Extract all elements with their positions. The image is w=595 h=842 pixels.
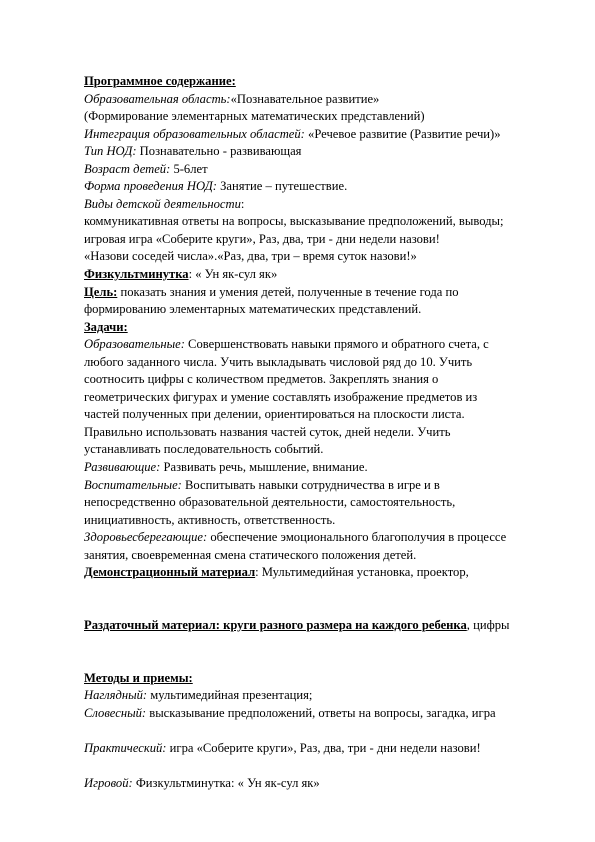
field-value: Познавательно - развивающая — [136, 144, 302, 159]
field-value: коммуникативная ответы на вопросы, высказывание предположений, выводы; — [84, 214, 504, 229]
field-value: (Формирование элементарных математических представлений) — [84, 109, 425, 124]
demo-value: : Мультимедийная установка, проектор, — [255, 565, 469, 580]
task-line — [84, 512, 554, 530]
task-text: инициативность, активность, ответственность. — [84, 512, 336, 527]
method-label: Игровой: — [84, 775, 133, 790]
task-text: занятия, своевременная смена статического положения детей. — [84, 547, 417, 562]
field-value: : — [240, 196, 245, 211]
task-line — [84, 441, 554, 459]
field-label: Форма проведения НОД: — [84, 179, 217, 194]
method-label: Словесный: — [84, 705, 147, 720]
method-line — [84, 740, 554, 758]
goal-line-2 — [84, 301, 554, 319]
field-label: Тип НОД: — [84, 144, 137, 159]
task-text: непосредственно образовательной деятельности, самостоятельность, — [84, 495, 456, 510]
field-value: «Познавательное развитие» — [230, 91, 380, 106]
task-label: Воспитательные: — [84, 477, 182, 492]
task-text: соотносить цифры с количеством предметов. Закреплять знания о — [84, 372, 439, 387]
field-value: 5-6лет — [170, 161, 208, 176]
text-line — [84, 91, 554, 109]
demo-label: Демонстрационный материал — [84, 565, 256, 580]
goal-label: Цель: — [84, 284, 118, 299]
task-line — [84, 459, 554, 477]
tasks-heading-text: Задачи: — [84, 319, 128, 334]
handout-label: Раздаточный материал: круги разного размера на каждого ребенка — [84, 617, 467, 632]
text-line — [84, 143, 554, 161]
text-line — [84, 248, 554, 266]
document-content — [84, 73, 554, 792]
method-line — [84, 687, 554, 705]
demo-line — [84, 599, 554, 617]
field-value: «Назови соседей числа».«Раз, два, три – время суток назови!» — [84, 249, 417, 264]
method-line — [84, 705, 554, 723]
heading-program-text: Программное содержание: — [84, 74, 236, 88]
task-text: любого заданного числа. Учить выкладывать числовой ряд до 10. Учить — [84, 354, 473, 369]
method-text: Физкультминутка: « Ун як-сул як» — [132, 775, 320, 790]
task-label: Развивающие: — [84, 460, 161, 475]
task-line — [84, 424, 554, 442]
text-line — [84, 108, 554, 126]
goal-value: показать знания и умения детей, полученные в течение года по — [117, 284, 459, 299]
method-text: высказывание предположений, ответы на вопросы, загадка, игра — [146, 705, 496, 720]
fizkult-value: : « Ун як-сул як» — [188, 267, 278, 282]
task-text: Совершенствовать навыки прямого и обратного счета, с — [184, 337, 489, 352]
task-label: Здоровьесберегающие: — [84, 530, 208, 545]
method-label: Практический: — [84, 740, 167, 755]
task-line — [84, 494, 554, 512]
task-text: Развивать речь, мышление, внимание. — [160, 460, 368, 475]
task-line — [84, 336, 554, 354]
methods-heading — [84, 670, 554, 688]
task-line — [84, 371, 554, 389]
field-value: Занятие – путешествие. — [216, 179, 348, 194]
fizkult-line — [84, 266, 554, 284]
handout-line — [84, 652, 554, 670]
text-line — [84, 178, 554, 196]
methods-heading-text: Методы и приемы: — [84, 670, 193, 685]
task-text: Воспитывать навыки сотрудничества в игре и в — [181, 477, 440, 492]
method-line — [84, 775, 554, 793]
demo-line — [84, 564, 554, 582]
task-text: Правильно использовать названия частей суток, дней недели. Учить — [84, 424, 451, 439]
task-line — [84, 477, 554, 495]
method-line — [84, 722, 554, 740]
method-label: Наглядный: — [84, 688, 148, 703]
field-value: «Речевое развитие (Развитие речи)» — [304, 126, 501, 141]
text-line — [84, 196, 554, 214]
handout-line — [84, 635, 554, 653]
fizkult-label: Физкультминутка — [84, 267, 189, 282]
handout-value: , цифры — [466, 617, 510, 632]
method-line — [84, 757, 554, 775]
task-text: геометрических фигурах и умение составлять изображение предметов из — [84, 389, 478, 404]
heading-program — [84, 73, 554, 91]
task-label: Образовательные: — [84, 337, 185, 352]
task-text: частей полученных при делении, ориентироваться на плоскости листа. — [84, 407, 465, 422]
field-label: Виды детской деятельности — [84, 196, 241, 211]
tasks-heading — [84, 319, 554, 337]
demo-line — [84, 582, 554, 600]
task-line — [84, 354, 554, 372]
task-line — [84, 389, 554, 407]
goal-value-2: формированию элементарных математических представлений. — [84, 302, 422, 317]
task-line — [84, 529, 554, 547]
method-text: игра «Соберите круги», Раз, два, три - дни недели назови! — [166, 740, 481, 755]
task-text: обеспечение эмоционального благополучия в процессе — [207, 530, 507, 545]
text-line — [84, 231, 554, 249]
field-label: Возраст детей: — [84, 161, 171, 176]
task-line — [84, 406, 554, 424]
text-line — [84, 213, 554, 231]
goal-line — [84, 284, 554, 302]
task-text: устанавливать последовательность событий. — [84, 442, 324, 457]
method-text: мультимедийная презентация; — [147, 688, 313, 703]
text-line — [84, 161, 554, 179]
task-line — [84, 547, 554, 565]
field-label: Образовательная область: — [84, 91, 231, 106]
handout-line — [84, 617, 554, 635]
field-label: Интеграция образовательных областей: — [84, 126, 305, 141]
field-value: игровая игра «Соберите круги», Раз, два, три - дни недели назови! — [84, 231, 440, 246]
text-line — [84, 126, 554, 144]
